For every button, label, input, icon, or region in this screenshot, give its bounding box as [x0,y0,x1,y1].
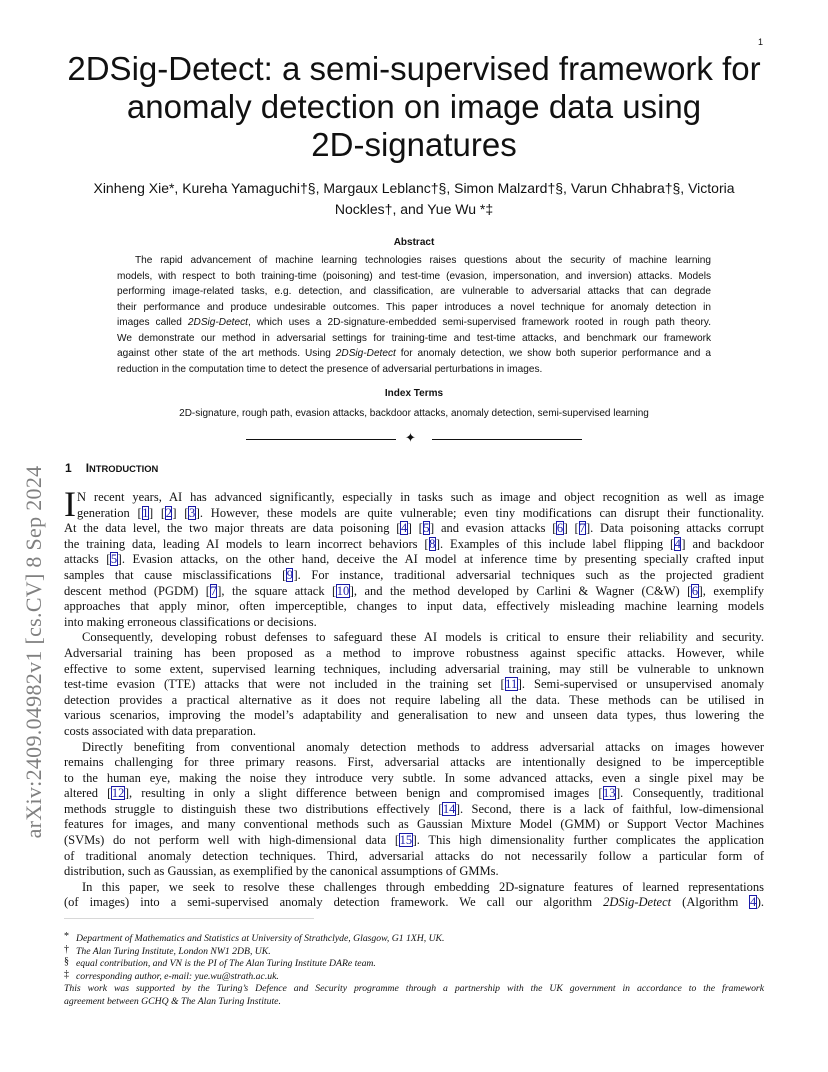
body-line: remains challenging for three primary reasons. First, adversarial attacks are intentionally designed to be imperceptible [64,755,764,770]
footnote-mark: § [64,956,69,967]
footnote [64,968,764,984]
body-line: samples that cause misclassifications [9]. For instance, traditional adversarial techniques such as the projected gradient [64,567,764,582]
abstract-line: images called 2DSig-Detect, which uses a 2D-signature-embedded semi-supervised framework rooted in rough path theory. [117,317,711,328]
divider-ornament-icon: ✦ [405,431,416,446]
footnote-text: The Alan Turing Institute, London NW1 2DB, UK. [76,945,271,957]
citation-link[interactable]: 10 [336,583,350,598]
footnote-text: equal contribution, and VN is the PI of The Alan Turing Institute DARe team. [76,958,376,969]
acknowledgement-line: This work was supported by the Turing’s Defence and Security programme through a partnership with the UK government in accordance to the framework [64,983,764,994]
body-line: detection provides a practical alternative as it does not require labeling all the data. These methods can be utilised in [64,692,764,707]
abstract-text [117,253,711,377]
citation-link[interactable]: 5 [110,552,118,567]
footnotes [64,933,764,1008]
body-line: of traditional anomaly detection techniques. Third, adversarial attacks do not necessarily follow a particular form of [64,848,764,863]
abstract-line: We demonstrate our method in adversarial settings for training-time and test-time attacks, and benchmark our framework [117,332,711,344]
body-line: test-time evasion (TTE) attacks that were not included in the training set [11]. Semi-supervised or unsupervised anomaly [64,677,764,692]
body-line: Consequently, developing robust defenses to safeguard these AI models is critical to ensure their reliability and security. [82,630,764,645]
body-line: into making erroneous classifications or decisions. [64,614,317,629]
citation-link[interactable]: 9 [286,567,293,582]
footnote-text: corresponding author, e-mail: yue.wu@strath.ac.uk. [76,970,279,982]
citation-link[interactable]: 11 [505,677,518,692]
body-line: the training data, leading AI models to learn incorrect behaviors [8]. Examples of this include label flipping [4] and backdoor [64,536,764,551]
body-line: (of images) into a semi-supervised anomaly detection framework. We call our algorithm 2DSig-Detect (Algorithm 4). [64,895,764,910]
body-line: approaches that apply minor, often imperceptible, changes to input data, effectively misleading machine learning models [64,599,764,614]
citation-link[interactable]: 4 [400,521,408,536]
footnote-text: Department of Mathematics and Statistics at University of Strathclyde, Glasgow, G1 1XH, UK. [76,933,445,944]
citation-link[interactable]: 7 [579,521,586,536]
body-line: At the data level, the two major threats are data poisoning [4] [5] and evasion attacks [6] [7]. Data poisoning attacks corrupt [64,521,764,536]
title-line: anomaly detection on image data using [126,88,702,125]
body-line: descent method (PGDM) [7], the square attack [10], and the method developed by Carlini & Wagner (C&W) [6], exemplify [64,583,764,598]
page-number: 1 [758,37,764,47]
citation-link[interactable]: 8 [429,536,436,551]
section-number: 1 [65,461,72,475]
citation-link[interactable]: 12 [111,786,125,801]
body-line: In this paper, we seek to resolve these challenges through embedding 2D-signature features of learned representations [82,879,764,894]
body-text [64,484,765,911]
arxiv-identifier: arXiv:2409.04982v1 [cs.CV] 8 Sep 2024 [21,465,46,839]
title-line: 2D-signatures [311,126,517,163]
abstract-line: against other state of the art methods. Using 2DSig-Detect for anomaly detection, we show both superior performance and a [117,348,711,359]
body-line: (SVMs) do not perform well with high-dimensional data [15]. This high dimensionality further complicates the application [64,833,764,848]
abstract-line: models, with respect to both training-time (poisoning) and test-time (evasion, impersonation, and inversion) attacks. Models [117,270,711,282]
body-line: various scenarios, improving the model’s adaptability and generalisation to new and unseen data types, thus lowering the [64,708,764,723]
body-line: to the human eye, making the noise they introduce very subtle. In some advanced attacks, even a single pixel may be [64,770,764,785]
citation-link[interactable]: 4 [674,536,681,551]
author-line: Xinheng Xie*, Kureha Yamaguchi†§, Margaux Leblanc†§, Simon Malzard†§, Varun Chhabra†§, Victoria [93,180,735,196]
body-line: methods struggle to distinguish these two distributions effectively [14]. Second, there is a lack of faithful, low-dimensional [64,801,764,816]
footnote [64,958,764,971]
paper-title [64,50,764,164]
citation-link[interactable]: 6 [691,583,699,598]
footnote-mark: † [64,943,69,955]
body-line: Directly benefiting from conventional anomaly detection methods to address adversarial attacks on images however [82,739,764,754]
abstract-line: their performance and produce undesirable outcomes. This paper introduces a novel technique for anomaly detection in [117,301,711,313]
citation-link[interactable]: 3 [188,505,196,520]
divider-left [246,439,396,440]
citation-link[interactable]: 5 [423,521,430,536]
footnote [64,933,764,946]
index-terms: 2D-signature, rough path, evasion attacks, backdoor attacks, anomaly detection, semi-supervised learning [179,408,649,419]
abstract-heading: Abstract [393,237,435,248]
body-line: attacks [5]. Evasion attacks, on the other hand, deceive the AI model at inference time by presenting specially crafted input [64,552,765,567]
citation-link[interactable]: 7 [210,583,217,598]
title-line: 2DSig-Detect: a semi-supervised framework for [67,50,761,87]
body-line: altered [12], resulting in only a slight difference between benign and compromised images [13]. Consequently, traditional [64,786,765,801]
algorithm-link[interactable]: 4 [749,895,757,910]
body-line: N recent years, AI has advanced significantly, especially in tasks such as image and object recognition as well as image [77,490,764,504]
citation-link[interactable]: 6 [556,521,564,536]
abstract-line: reduction in the computation time to detect the presence of adversarial perturbations in images. [117,363,543,375]
index-terms-heading: Index Terms [384,388,444,399]
divider-right [432,439,582,440]
author-list [66,178,762,220]
section-title-initial: I [85,461,90,475]
section-heading [65,461,158,475]
author-line: Nockles†, and Yue Wu *‡ [334,201,494,217]
body-line: distribution, such as Gaussian, as exemplified by the canonical assumptions of GMMs. [64,864,499,879]
footnote-mark: * [64,931,69,942]
abstract-line: The rapid advancement of machine learning technologies raises questions about the security of machine learning [135,255,711,266]
section-title-rest: NTRODUCTION [89,463,159,474]
acknowledgement-line: agreement between GCHQ & The Alan Turing Institute. [64,995,281,1007]
body-line: generation [1] [2] [3]. However, these models are quite vulnerable; even tiny modifications can disrupt their functionality. [77,505,765,520]
citation-link[interactable]: 15 [399,833,413,848]
citation-link[interactable]: 1 [142,505,149,520]
footnote-rule [64,918,314,919]
footnote-mark: ‡ [64,968,69,980]
body-line: effective to some extent, supervised learning techniques, including adversarial training, may still be vulnerable to unknown [64,661,764,676]
citation-link[interactable]: 13 [603,786,616,801]
body-line: costs associated with data preparation. [64,723,256,738]
drop-cap: I [64,484,76,524]
citation-link[interactable]: 14 [442,801,456,816]
footnote [64,943,764,959]
citation-link[interactable]: 2 [165,505,172,520]
abstract-line: performing image-related tasks, e.g. detection, and classification, are vulnerable to adversarial attacks that can degrade [117,286,711,297]
body-line: Adversarial training has been proposed as a method to improve robustness against specific attacks. However, while [64,645,764,660]
body-line: features for images, and many conventional methods such as Gaussian Mixture Model (GMM) or Support Vector Machines [64,817,764,832]
